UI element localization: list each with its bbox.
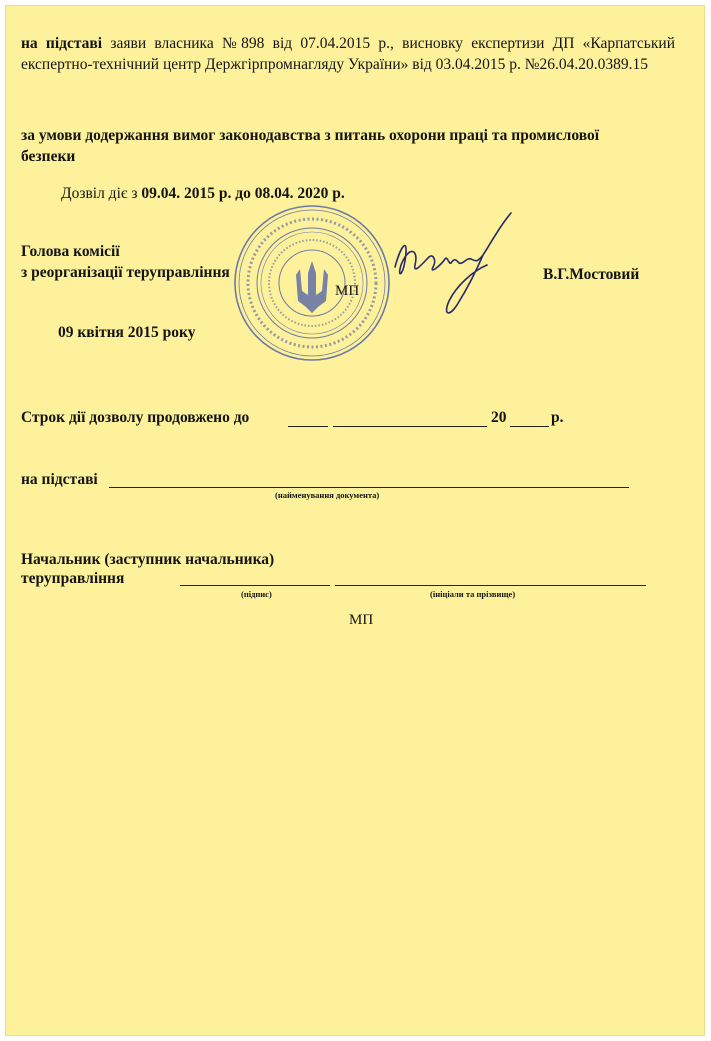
validity-line: [61, 185, 345, 203]
extension-blank-year: [510, 426, 549, 427]
basis-text: заяви власника №898 від 07.04.2015 р., висновку експертизи ДП «Карпатський експертно-технічний центр Держгірпромнагляду України» від 03.04.2015 р. №26.04.20.0389.15: [21, 35, 675, 73]
extension-basis-caption: (найменування документа): [275, 490, 380, 500]
basis-paragraph: [21, 33, 675, 75]
head-official-line1: Начальник (заступник начальника): [21, 551, 275, 568]
chairman-title-line2: з реорганізації теруправління: [21, 264, 230, 281]
basis-lead: на підставі: [21, 35, 103, 52]
head-signature-caption: (підпис): [241, 589, 272, 599]
sign-date: 09 квітня 2015 року: [58, 324, 196, 341]
extension-year-suffix: р.: [551, 409, 564, 426]
head-stamp-mark: МП: [349, 612, 374, 628]
extension-basis-label: на підставі: [21, 471, 98, 488]
chairman-name: В.Г.Мостовий: [543, 266, 640, 283]
extension-blank-month: [333, 426, 487, 427]
head-name-caption: (ініціали та прізвище): [430, 589, 516, 599]
head-official-title: [21, 550, 274, 588]
official-stamp: [232, 203, 392, 363]
head-official-line2: теруправління: [21, 570, 125, 587]
extension-text: Строк дії дозволу продовжено до: [21, 409, 250, 426]
chairman-stamp-mark: МП: [335, 283, 360, 299]
head-signature-blank: [180, 585, 330, 586]
chairman-signature: [387, 205, 527, 325]
document-page: [5, 5, 705, 1036]
head-name-blank: [335, 585, 646, 586]
chairman-title-line1: Голова комісії: [21, 243, 120, 260]
trident-emblem-icon: [296, 261, 328, 313]
validity-period: 09.04. 2015 р. до 08.04. 2020 р.: [141, 185, 345, 202]
extension-basis-blank: [109, 487, 629, 488]
condition-paragraph: за умови додержання вимог законодавства з питань охорони праці та промислової безпеки: [21, 127, 600, 165]
validity-prefix: Дозвіл діє з: [61, 185, 142, 202]
chairman-title: [21, 241, 230, 283]
extension-blank-day: [288, 426, 328, 427]
extension-year-prefix: 20: [491, 409, 507, 426]
